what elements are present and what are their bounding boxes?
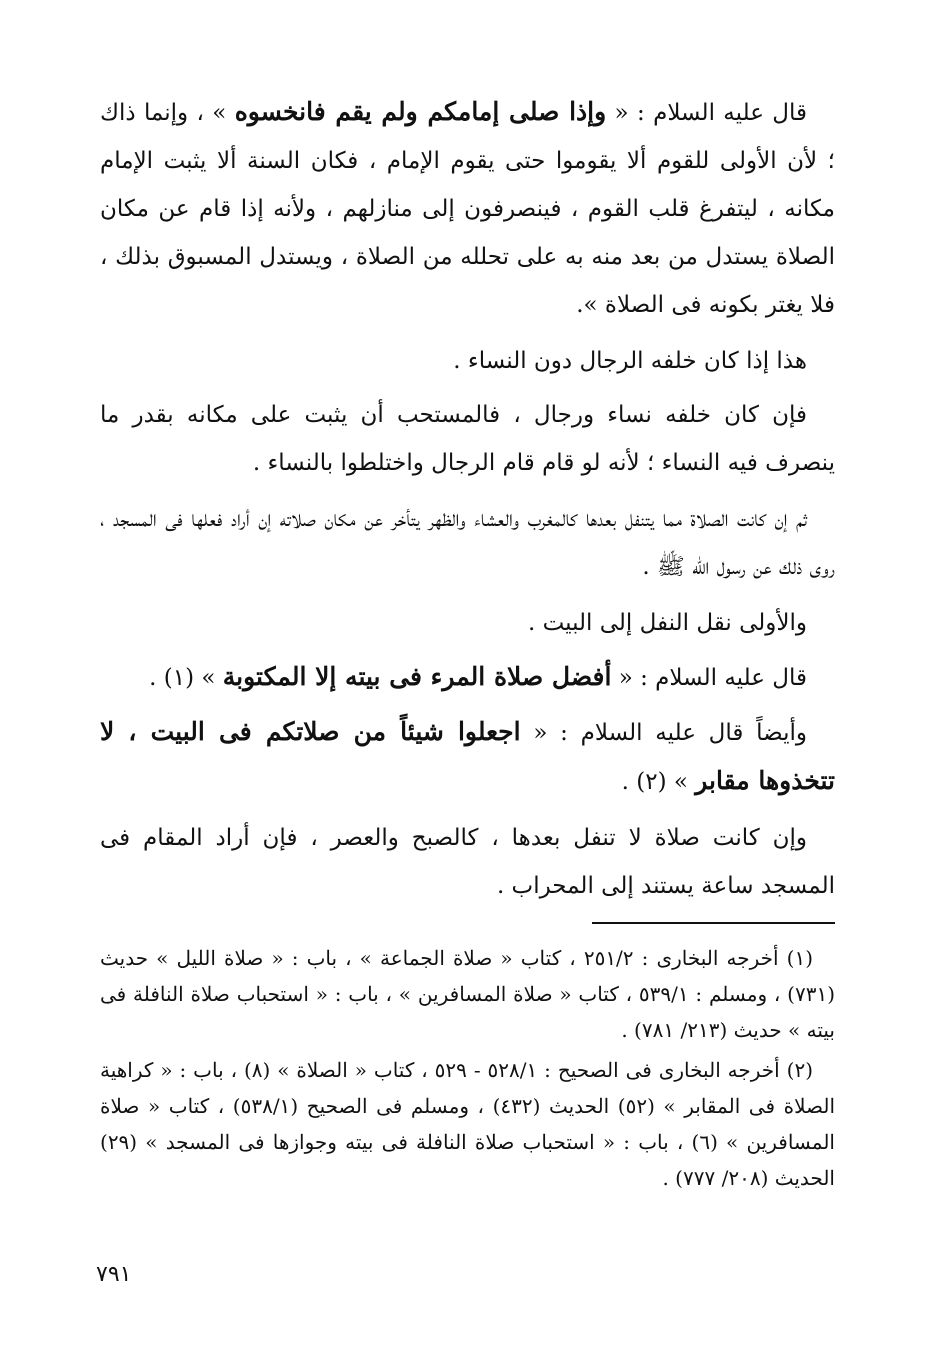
footnote-2: (٢) أخرجه البخارى فى الصحيح : ٥٢٨/١ - ٥٢٩ ، كتاب « الصلاة » (٨) ، باب : « كراهية الصلاة فى المقابر » (٥٢) الحديث (٤٣٢) ، ومسلم فى الصحيح (٥٣٨/١) ، كتاب « صلاة المسافرين » (٦) ، باب : « استحباب صلاة النافلة فى بيته وجوازها فى المسجد » (٢٩) الحديث (٢٠٨/ ٧٧٧) . <box>100 1058 835 1190</box>
paragraph-7-rest: » (٢) . <box>621 769 696 795</box>
paragraph-4: ثم إن كانت الصلاة مما يتنفل بعدها كالمغرب والعشاء والظهر يتأخر عن مكان صلاته إن أراد فعلها فى المسجد ، روى ذلك عن رسول الله ﷺ . <box>100 506 835 580</box>
paragraph-7 <box>100 708 835 806</box>
paragraph-1-intro: قال عليه السلام : « <box>606 100 807 126</box>
footnote-separator <box>592 922 835 924</box>
paragraph-1 <box>100 88 835 329</box>
paragraph-3: فإن كان خلفه نساء ورجال ، فالمستحب أن يثبت على مكانه بقدر ما ينصرف فيه النساء ؛ لأنه لو قام قام الرجال واختلطوا بالنساء . <box>100 402 835 476</box>
paragraph-1-rest: » ، وإنما ذاك ؛ لأن الأولى للقوم ألا يقوموا حتى يقوم الإمام ، فكان السنة ألا يثبت الإمام مكانه ، ليتفرغ قلب القوم ، فينصرفون إلى منازلهم ، ولأنه إذا قام عن مكان الصلاة يستدل من بعد منه به على تحلله من الصلاة ، ويستدل المسبوق بذلك ، فلا يغتر بكونه فى الصلاة ». <box>100 100 835 318</box>
hadith-quote-3: اجعلوا شيئاً من صلاتكم فى البيت ، لا تتخذوها مقابر <box>100 717 835 795</box>
hadith-quote-2: أفضل صلاة المرء فى بيته إلا المكتوبة <box>222 662 612 691</box>
paragraph-6-intro: قال عليه السلام : « <box>611 665 807 691</box>
main-text <box>100 88 835 918</box>
paragraph-2: هذا إذا كان خلفه الرجال دون النساء . <box>453 348 807 374</box>
footnotes <box>100 940 835 1200</box>
paragraph-5: والأولى نقل النفل إلى البيت . <box>527 610 807 636</box>
paragraph-6-rest: » (١) . <box>149 665 223 691</box>
hadith-quote-1: وإذا صلى إمامكم ولم يقم فانخسوه <box>234 97 607 126</box>
paragraph-8: وإن كانت صلاة لا تنفل بعدها ، كالصبح والعصر ، فإن أراد المقام فى المسجد ساعة يستند إلى المحراب . <box>100 825 835 899</box>
paragraph-6 <box>100 653 835 702</box>
paragraph-7-intro: وأيضاً قال عليه السلام : « <box>520 720 807 746</box>
page-number: ٧٩١ <box>96 1262 132 1287</box>
footnote-1: (١) أخرجه البخارى : ٢٥١/٢ ، كتاب « صلاة الجماعة » ، باب : « صلاة الليل » حديث (٧٣١) ، ومسلم : ٥٣٩/١ ، كتاب « صلاة المسافرين » ، باب : « استحباب صلاة النافلة فى بيته » حديث (٢١٣/ ٧٨١) . <box>100 946 835 1042</box>
